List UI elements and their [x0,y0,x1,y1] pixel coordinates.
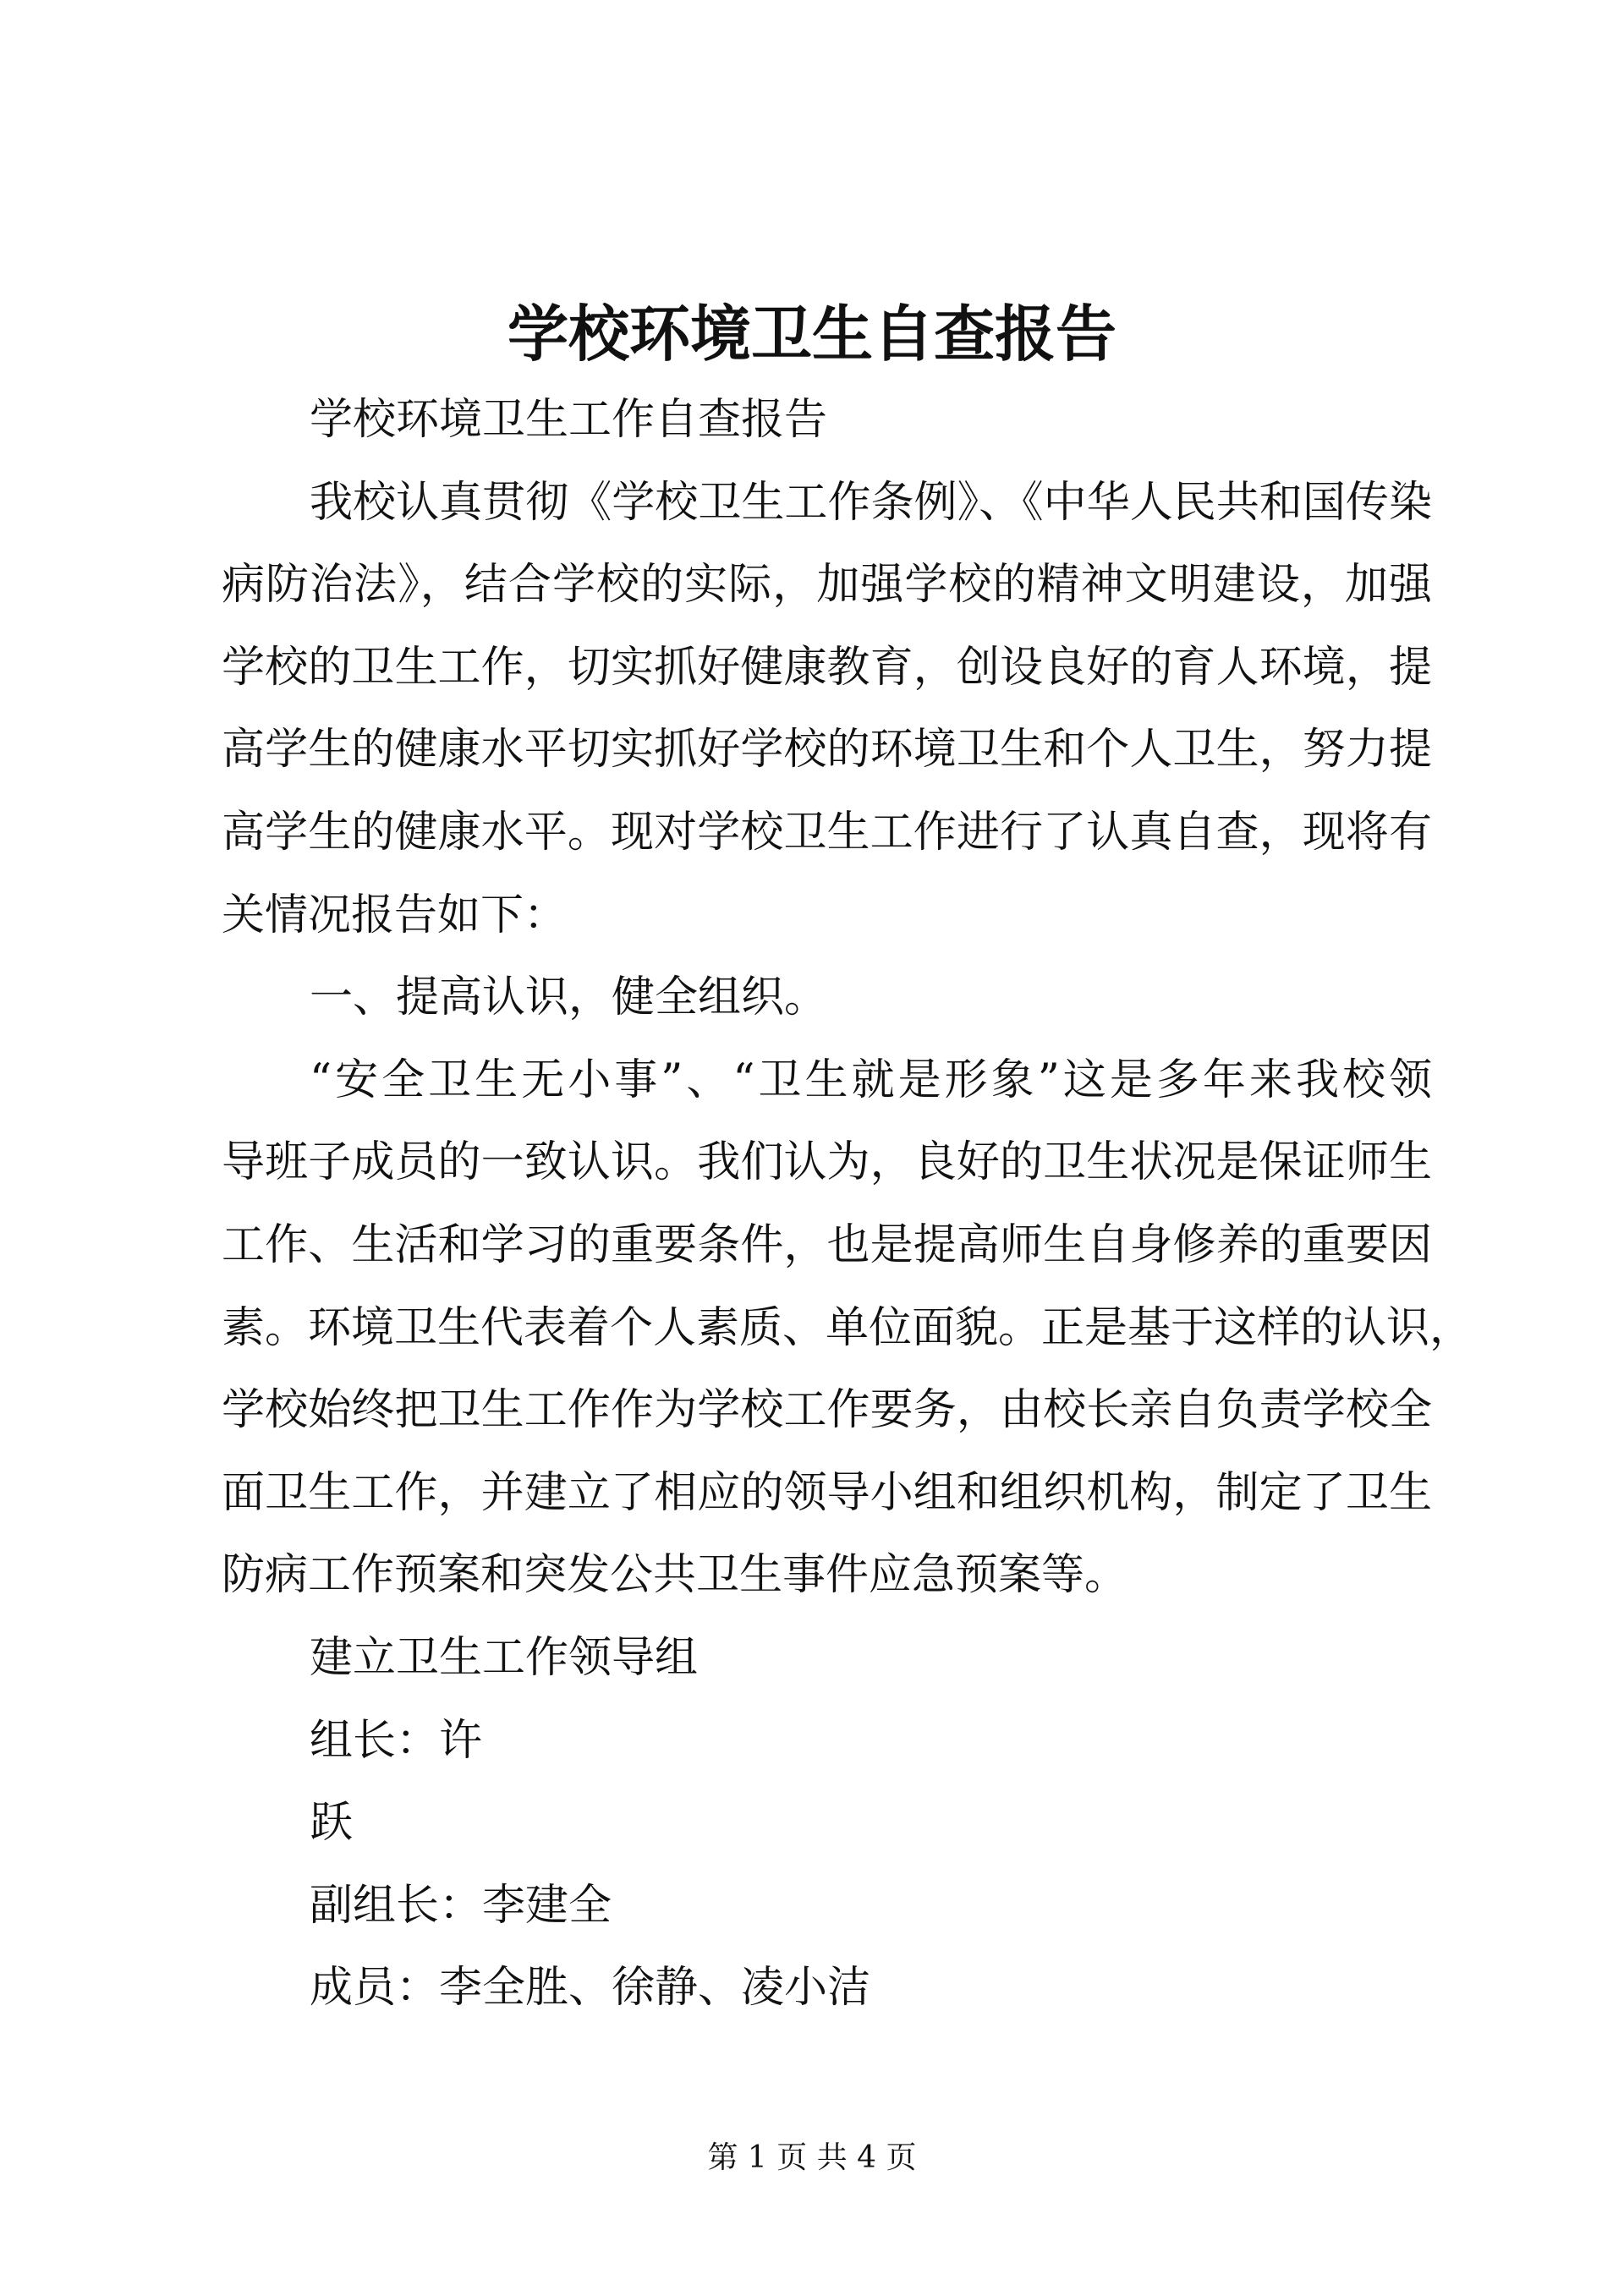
text-line: 关情况报告如下： [222,890,568,940]
text-line: 面卫生工作，并建立了相应的领导小组和组织机构，制定了卫生 [222,1467,1432,1518]
text-line: 成员：李全胜、徐静、凌小洁 [310,1963,871,2014]
document-title: 学校环境卫生自查报告 [507,299,1116,370]
text-line: 防病工作预案和突发公共卫生事件应急预案等。 [222,1550,1128,1601]
text-line: 病防治法》，结合学校的实际，加强学校的精神文明建设，加强 [222,560,1432,611]
text-line: 跃 [310,1798,354,1849]
text-line: 工作、生活和学习的重要条件，也是提高师生自身修养的重要因 [222,1219,1432,1270]
text-line: 建立卫生工作领导组 [310,1632,699,1683]
text-line: 导班子成员的一致认识。我们认为，良好的卫生状况是保证师生 [222,1137,1432,1188]
text-line: 高学生的健康水平切实抓好学校的环境卫生和个人卫生，努力提 [222,725,1432,775]
text-line: 我校认真贯彻《学校卫生工作条例》、《中华人民共和国传染 [310,477,1432,528]
text-line: 学校始终把卫生工作作为学校工作要务，由校长亲自负责学校全 [222,1385,1432,1436]
text-line: 组长：许 [310,1715,483,1766]
text-line: 副组长：李建全 [310,1880,612,1931]
text-line: 高学生的健康水平。现对学校卫生工作进行了认真自查，现将有 [222,807,1432,858]
document-body [222,379,1473,2030]
text-line: 学校的卫生工作，切实抓好健康教育，创设良好的育人环境，提 [222,642,1432,693]
text-line: “安全卫生无小事”、“卫生就是形象”这是多年来我校领 [310,1055,1432,1105]
page-footer: 第 1 页 共 4 页 [707,2140,917,2175]
text-line: 学校环境卫生工作自查报告 [310,395,828,445]
text-line: 素。环境卫生代表着个人素质、单位面貌。正是基于这样的认识， [222,1302,1473,1353]
text-line: 一、提高认识，健全组织。 [310,973,828,1023]
